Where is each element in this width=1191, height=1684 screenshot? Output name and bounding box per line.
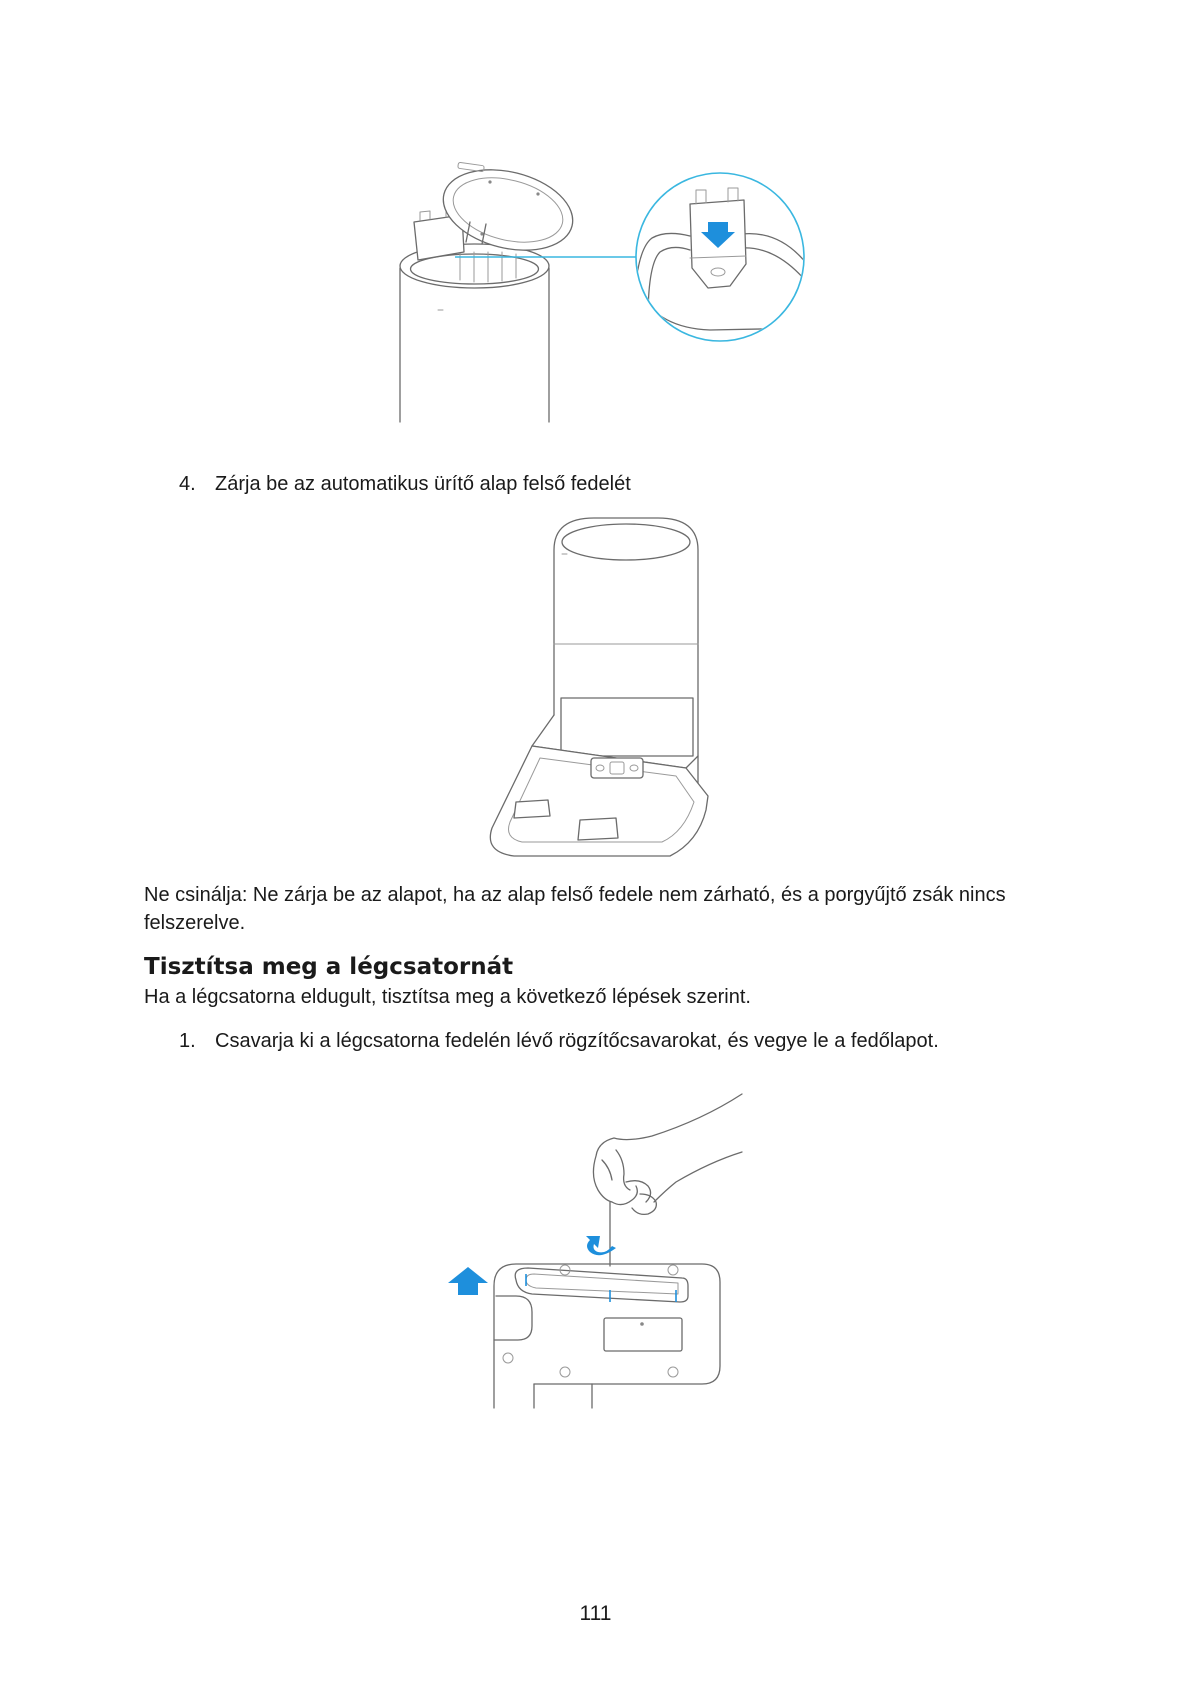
section-intro: Ha a légcsatorna eldugult, tisztítsa meg a következő lépések szerint. <box>144 986 751 1008</box>
step-1-text: Csavarja ki a légcsatorna fedelén lévő rögzítőcsavarokat, és vegye le a fedőlapot. <box>215 1030 939 1052</box>
step-4-text: Zárja be az automatikus ürítő alap felső fedelét <box>215 473 631 495</box>
page-number: 111 <box>579 1602 612 1625</box>
step-4-number: 4. <box>179 473 196 495</box>
dust-bin-body <box>400 244 549 422</box>
figure-closed-station <box>470 510 720 870</box>
figure-unscrew-duct-cover <box>440 1090 760 1420</box>
warning-paragraph: Ne csinálja: Ne zárja be az alapot, ha az alap felső fedele nem zárható, és a porgyűjtő zsák nincs felszerelve. <box>144 884 1006 934</box>
step-1-number: 1. <box>179 1030 196 1052</box>
rotate-arrow-icon <box>586 1236 616 1255</box>
section-heading: Tisztítsa meg a légcsatornát <box>144 954 514 980</box>
figure-open-lid-dust-bag <box>390 160 820 430</box>
arrow-up-icon <box>448 1267 488 1295</box>
hand-with-screwdriver <box>586 1094 742 1266</box>
zoom-circle <box>634 173 810 341</box>
station-base-ramp <box>490 715 708 856</box>
station-bottom-view <box>494 1264 720 1408</box>
